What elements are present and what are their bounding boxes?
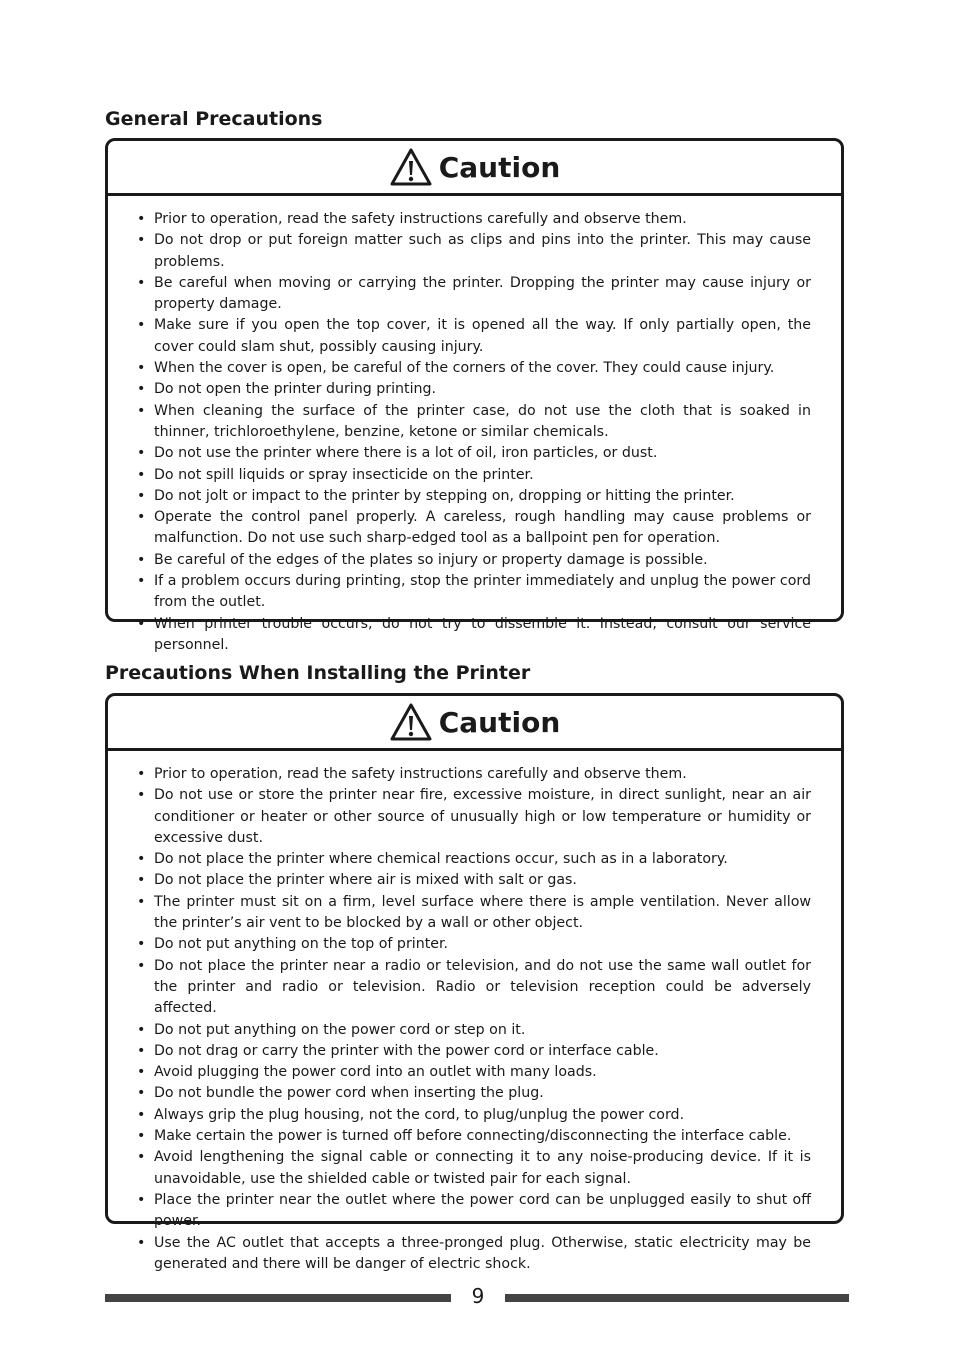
list-item: • Be careful when moving or carrying the printer. Dropping the printer may cause injury or property damage. (134, 273, 811, 316)
list-item: • Prior to operation, read the safety instructions carefully and observe them. (134, 209, 811, 230)
list-item: • Do not open the printer during printing. (134, 379, 811, 400)
caution-header (108, 141, 841, 196)
list-item: • Do not jolt or impact to the printer by stepping on, dropping or hitting the printer. (134, 486, 811, 507)
warning-triangle-icon (389, 147, 433, 187)
list-item: • Make sure if you open the top cover, it is opened all the way. If only partially open, the cover could slam shut, possibly causing injury. (134, 315, 811, 358)
list-item: • Operate the control panel properly. A careless, rough handling may cause problems or malfunction. Do not use such sharp-edged tool as a ballpoint pen for operation. (134, 507, 811, 550)
section-heading-general: General Precautions (105, 108, 323, 130)
list-item: • Make certain the power is turned off before connecting/disconnecting the interface cable. (134, 1126, 811, 1147)
precaution-list-general (108, 196, 841, 656)
list-item: • Do not use the printer where there is a lot of oil, iron particles, or dust. (134, 443, 811, 464)
list-item: • The printer must sit on a firm, level surface where there is ample ventilation. Never allow the printer’s air vent to be blocked by a wall or other object. (134, 892, 811, 935)
caution-header (108, 696, 841, 751)
list-item: • Do not drop or put foreign matter such as clips and pins into the printer. This may cause problems. (134, 230, 811, 273)
list-item: • Do not bundle the power cord when inserting the plug. (134, 1083, 811, 1104)
list-item: • When the cover is open, be careful of the corners of the cover. They could cause injury. (134, 358, 811, 379)
list-item: • Place the printer near the outlet where the power cord can be unplugged easily to shut off power. (134, 1190, 811, 1233)
caution-box-installing (105, 693, 844, 1272)
list-item: • When cleaning the surface of the printer case, do not use the cloth that is soaked in thinner, trichloroethylene, benzine, ketone or similar chemicals. (134, 401, 811, 444)
precaution-list-installing (108, 751, 841, 1275)
list-item: • Use the AC outlet that accepts a three-pronged plug. Otherwise, static electricity may be generated and there will be danger of electric shock. (134, 1233, 811, 1276)
list-item: • Do not place the printer where air is mixed with salt or gas. (134, 870, 811, 891)
list-item: • Do not use or store the printer near fire, excessive moisture, in direct sunlight, near an air conditioner or heater or other source of unusually high or low temperature or humidity or excessive dust. (134, 785, 811, 849)
list-item: • Do not put anything on the power cord or step on it. (134, 1020, 811, 1041)
list-item: • Always grip the plug housing, not the cord, to plug/unplug the power cord. (134, 1105, 811, 1126)
footer-rule-left (105, 1294, 451, 1302)
page-number: 9 (471, 1284, 485, 1308)
warning-triangle-icon (389, 702, 433, 742)
list-item: • If a problem occurs during printing, stop the printer immediately and unplug the power cord from the outlet. (134, 571, 811, 614)
caution-title: Caution (438, 150, 561, 184)
footer-rule-right (505, 1294, 849, 1302)
caution-box-general (105, 138, 844, 653)
list-item: • Avoid plugging the power cord into an outlet with many loads. (134, 1062, 811, 1083)
list-item: • Do not place the printer where chemical reactions occur, such as in a laboratory. (134, 849, 811, 870)
list-item: • Avoid lengthening the signal cable or connecting it to any noise-producing device. If it is unavoidable, use the shielded cable or twisted pair for each signal. (134, 1147, 811, 1190)
list-item: • Do not spill liquids or spray insecticide on the printer. (134, 465, 811, 486)
list-item: • Be careful of the edges of the plates so injury or property damage is possible. (134, 550, 811, 571)
caution-title: Caution (438, 705, 561, 739)
list-item: • Do not place the printer near a radio or television, and do not use the same wall outlet for the printer and radio or television. Radio or television reception could be adversely affected. (134, 956, 811, 1020)
list-item: • Do not drag or carry the printer with the power cord or interface cable. (134, 1041, 811, 1062)
list-item: • Prior to operation, read the safety instructions carefully and observe them. (134, 764, 811, 785)
list-item: • When printer trouble occurs, do not try to dissemble it. Instead, consult our service personnel. (134, 614, 811, 657)
list-item: • Do not put anything on the top of printer. (134, 934, 811, 955)
section-heading-installing: Precautions When Installing the Printer (105, 662, 531, 684)
